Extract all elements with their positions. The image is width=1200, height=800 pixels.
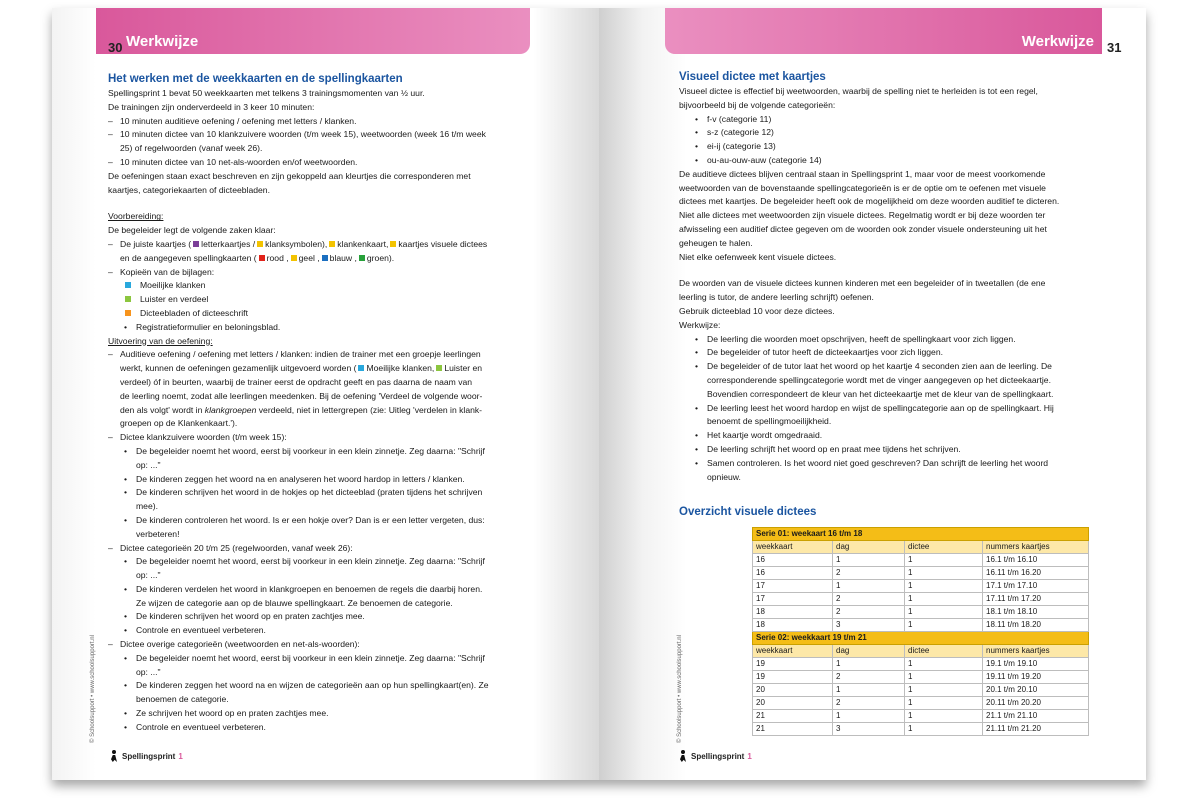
text-fragment: rood , (266, 252, 289, 263)
dash-item: – Dictee categorieën 20 t/m 25 (regelwoorden, vanaf week 26): (108, 542, 576, 556)
bullet-item: • Controle en eventueel verbeteren. (108, 624, 576, 638)
table-cell: 18 (753, 619, 833, 632)
bullet-item (108, 486, 576, 514)
text-fragment: opnieuw. (707, 471, 741, 482)
table-row (753, 580, 1089, 593)
dash-item: – Dictee overige categorieën (weetwoorden en net-als-woorden): (108, 638, 576, 652)
table-cell: 18.1 t/m 18.10 (983, 606, 1089, 619)
table-row (753, 567, 1089, 580)
table-cell: 1 (905, 684, 983, 697)
table-header-cell: dag (833, 541, 905, 554)
text-fragment: groen). (366, 252, 395, 263)
dash-item: – 10 minuten auditieve oefening / oefening met letters / klanken. (108, 115, 576, 129)
table-header-cell: weekkaart (753, 541, 833, 554)
left-footer-logo (110, 750, 183, 762)
logo-number: 1 (178, 751, 183, 761)
series-title: Serie 01: weekaart 16 t/m 18 (753, 528, 1089, 541)
table-cell: 2 (833, 567, 905, 580)
table-cell: 17 (753, 580, 833, 593)
left-banner-title: Werkwijze (126, 33, 199, 50)
text-fragment: den als volgt' wordt in (120, 404, 205, 415)
text-fragment: blauw , (329, 252, 357, 263)
yellow-square-icon (390, 241, 396, 247)
table-cell: 16.11 t/m 16.20 (983, 567, 1089, 580)
bullet-item (108, 679, 576, 707)
green-square-icon (436, 365, 442, 371)
right-side-credit: © Schoolsupport • www.schoolsupport.nl (677, 635, 683, 743)
table-cell: 1 (905, 554, 983, 567)
table-cell: 1 (905, 723, 983, 736)
bullet-item: • Het kaartje wordt omgedraaid. (679, 429, 1115, 443)
category-item: • s-z (categorie 12) (679, 126, 1115, 140)
text-line: dictees met kaartjes. De begeleider heeft ook de mogelijkheid om deze woorden auditief te dicteren. (679, 196, 1060, 207)
series-title-row (753, 632, 1089, 645)
bullet-item (108, 514, 576, 542)
text-line: Gebruik dicteeblad 10 voor deze dictees. (679, 305, 835, 316)
text-line: geheugen te halen. (679, 237, 753, 248)
table-cell: 21 (753, 723, 833, 736)
table-row (753, 723, 1089, 736)
dash-item (108, 128, 576, 156)
text-fragment: Bovendien correspondeert de kleur van het dicteekaartje met de kleur van de spellingkaart. (707, 388, 1054, 399)
table-cell: 1 (833, 580, 905, 593)
table-row (753, 684, 1089, 697)
text-fragment: Luister en verdeel (140, 294, 209, 305)
table-cell: 2 (833, 697, 905, 710)
table-header-row (753, 645, 1089, 658)
table-cell: 20.1 t/m 20.10 (983, 684, 1089, 697)
text-fragment: klankenkaart, (337, 238, 389, 249)
uitvoering-title: Uitvoering van de oefening: (108, 335, 213, 346)
text-line: weetwoorden van de bovenstaande spellingcategorieën is er de optie om te oefenen met visuele (679, 182, 1046, 193)
text-fragment: Samen controleren. Is het woord niet goed geschreven? Dan schrijft de leerling het woord (707, 457, 1049, 468)
dash-item: – 10 minuten dictee van 10 net-als-woorden en/of weetwoorden. (108, 156, 576, 170)
text-fragment: Ze wijzen de categorie aan op de blauwe spellingkaart. Ze benoemen de categorie. (136, 597, 453, 608)
table-cell: 16 (753, 567, 833, 580)
table-cell: 17 (753, 593, 833, 606)
table-cell: 1 (905, 697, 983, 710)
runner-logo-icon (110, 750, 119, 762)
category-item: • ou-au-ouw-auw (categorie 14) (679, 154, 1115, 168)
table-cell: 1 (833, 684, 905, 697)
table-cell: 2 (833, 593, 905, 606)
text-fragment: De juiste kaartjes ( (120, 238, 192, 249)
text-fragment: De begeleider noemt het woord, eerst bij voorkeur in een klein zinnetje. Zeg daarna: "Schrijf (136, 556, 485, 567)
text-line: bijvoorbeeld bij de volgende categorieën: (679, 99, 836, 110)
text-fragment: werkt, kunnen de oefeningen gezamenlijk uitgevoerd worden ( (120, 363, 357, 374)
category-item: • ei-ij (categorie 13) (679, 140, 1115, 154)
text-fragment: De leerling leest het woord hardop en wijst de spellingcategorie aan op de spellingkaart. Hij (707, 402, 1054, 413)
green-square-icon (359, 255, 365, 261)
left-page (52, 8, 599, 780)
text-fragment: verbeteren! (136, 528, 180, 539)
table-header-cell: nummers kaartjes (983, 645, 1089, 658)
table-cell: 21.11 t/m 21.20 (983, 723, 1089, 736)
bullet-item: • Ze schrijven het woord op en praten zachtjes mee. (108, 707, 576, 721)
voorbereiding-title: Voorbereiding: (108, 211, 164, 222)
text-fragment: letterkaartjes / (201, 238, 256, 249)
table-header-cell: weekkaart (753, 645, 833, 658)
bijlage-item (108, 307, 576, 321)
cyan-square-icon (358, 365, 364, 371)
text-line: De woorden van de visuele dictees kunnen kinderen met een begeleider of in tweetallen (de ene (679, 278, 1046, 289)
table-row (753, 606, 1089, 619)
text-fragment: corresponderende spellingcategorie wordt met de vinger aangegeven op het dicteekaartje. (707, 374, 1051, 385)
text-line: afwisseling een auditief dictee gegeven om de woorden ook zonder visuele ondersteuning uit het (679, 223, 1047, 234)
table-cell: 3 (833, 619, 905, 632)
text-fragment: Auditieve oefening / oefening met letters / klanken: indien de trainer met een groepje leerlingen (120, 349, 481, 360)
table-cell: 1 (905, 619, 983, 632)
category-item: • f-v (categorie 11) (679, 113, 1115, 127)
series-title: Serie 02: weekkaart 19 t/m 21 (753, 632, 1089, 645)
dash-item: – Kopieën van de bijlagen: (108, 266, 576, 280)
right-content (679, 70, 1115, 520)
table-cell: 17.11 t/m 17.20 (983, 593, 1089, 606)
text-fragment: De kinderen verdelen het woord in klankgroepen en benoemen de regels die daarbij horen. (136, 583, 483, 594)
right-footer-logo (679, 750, 752, 762)
table-header-row (753, 541, 1089, 554)
bullet-item: • De kinderen zeggen het woord na en analyseren het woord hardop in letters / klanken. (108, 473, 576, 487)
text-line: 25) of regelwoorden (vanaf week 26). (120, 143, 263, 154)
open-book (52, 8, 1146, 780)
text-line: kaartjes, categoriekaarten of dicteebladen. (108, 184, 270, 195)
table-cell: 20 (753, 684, 833, 697)
table-cell: 19.11 t/m 19.20 (983, 671, 1089, 684)
text-line: Spellingsprint 1 bevat 50 weekkaarten met telkens 3 trainingsmomenten van ½ uur. (108, 88, 425, 98)
logo-text: Spellingsprint (122, 751, 176, 761)
left-side-credit: © Schoolsupport • www.schoolsupport.nl (90, 635, 96, 743)
right-page (599, 8, 1146, 780)
bullet-item (679, 402, 1115, 430)
bijlage-item: • Registratieformulier en beloningsblad. (108, 321, 576, 335)
logo-text: Spellingsprint (691, 751, 745, 761)
table-row (753, 697, 1089, 710)
text-line: De auditieve dictees blijven centraal staan in Spellingsprint 1, maar voor de meest voorkomende (679, 168, 1046, 179)
table-cell: 1 (905, 658, 983, 671)
purple-square-icon (193, 241, 199, 247)
table-cell: 18.11 t/m 18.20 (983, 619, 1089, 632)
text-fragment: De begeleider noemt het woord, eerst bij voorkeur in een klein zinnetje. Zeg daarna: "Schrijf (136, 652, 485, 663)
yellow-square-icon (291, 255, 297, 261)
text-fragment: Dicteebladen of dicteeschrift (140, 307, 248, 318)
text-fragment: geel , (298, 252, 320, 263)
table-cell: 1 (905, 710, 983, 723)
yellow-square-icon (329, 241, 335, 247)
table-cell: 19 (753, 671, 833, 684)
bullet-item (108, 652, 576, 680)
text-fragment: op: ..." (136, 459, 161, 470)
table-cell: 1 (905, 606, 983, 619)
table-cell: 1 (905, 593, 983, 606)
table-cell: 1 (905, 671, 983, 684)
table-cell: 16 (753, 554, 833, 567)
text-fragment: op: ..." (136, 570, 161, 581)
runner-logo-icon (679, 750, 688, 762)
red-square-icon (259, 255, 265, 261)
right-banner (665, 8, 1102, 54)
bullet-item: • De kinderen schrijven het woord op en praten zachtjes mee. (108, 610, 576, 624)
table-cell: 2 (833, 671, 905, 684)
text-fragment: mee). (136, 501, 158, 512)
table-row (753, 658, 1089, 671)
right-page-number: 31 (1107, 40, 1122, 55)
text-fragment: kaartjes visuele dictees (398, 238, 488, 249)
table-cell: 16.1 t/m 16.10 (983, 554, 1089, 567)
bullet-item: • Controle en eventueel verbeteren. (108, 721, 576, 735)
table-row (753, 593, 1089, 606)
text-fragment: Luister en (444, 363, 483, 374)
text-line: Niet elke oefenweek kent visuele dictees. (679, 251, 837, 262)
table-cell: 2 (833, 606, 905, 619)
bullet-item (108, 583, 576, 611)
text-line: De oefeningen staan exact beschreven en zijn gekoppeld aan kleurtjes die corresponderen met (108, 170, 471, 181)
werkwijze-label: Werkwijze: (679, 319, 721, 330)
text-fragment: verdeel) óf in beurten, waarbij de trainer eerst de opdracht geeft en pas daarna de naam van (120, 376, 473, 387)
blue-square-icon (322, 255, 328, 261)
yellow-square-icon (257, 241, 263, 247)
text-fragment: De begeleider of de tutor laat het woord op het kaartje 4 seconden zien aan de leerling. De (707, 361, 1052, 372)
table-cell: 19.1 t/m 19.10 (983, 658, 1089, 671)
text-fragment: en de aangegeven spellingkaarten ( (120, 252, 257, 263)
table-cell: 17.1 t/m 17.10 (983, 580, 1089, 593)
table-header-cell: nummers kaartjes (983, 541, 1089, 554)
text-fragment: Moeilijke klanken (140, 280, 206, 291)
right-heading: Visueel dictee met kaartjes (679, 71, 826, 83)
table-row (753, 710, 1089, 723)
bullet-item: • De leerling die woorden moet opschrijven, heeft de spellingkaart voor zich liggen. (679, 333, 1115, 347)
overzicht-heading: Overzicht visuele dictees (679, 506, 817, 519)
series-title-row (753, 528, 1089, 541)
visual-dictation-table (752, 527, 1089, 736)
table-cell: 20 (753, 697, 833, 710)
bullet-item: • De begeleider of tutor heeft de dicteekaartjes voor zich liggen. (679, 346, 1115, 360)
cyan-square-icon (125, 282, 131, 288)
logo-number: 1 (747, 751, 752, 761)
text-fragment: klankgroepen (204, 404, 257, 415)
table-cell: 1 (905, 580, 983, 593)
text-fragment: groepen op de Klankenkaart.'). (120, 418, 238, 429)
table-header-cell: dictee (905, 645, 983, 658)
text-fragment: De kinderen controleren het woord. Is er een hokje over? Dan is er een letter vergeten, dus: (136, 514, 485, 525)
bullet-item (679, 360, 1115, 401)
table-cell: 20.11 t/m 20.20 (983, 697, 1089, 710)
table-row (753, 619, 1089, 632)
table-cell: 1 (833, 710, 905, 723)
text-fragment: benoemt de spellingmoeilijkheid. (707, 416, 832, 427)
left-page-number: 30 (108, 40, 123, 55)
table-cell: 19 (753, 658, 833, 671)
table-cell: 21.1 t/m 21.10 (983, 710, 1089, 723)
text-line: Niet alle dictees met weetwoorden zijn visuele dictees. Regelmatig wordt er bij deze woorden ter (679, 210, 1046, 221)
right-banner-title: Werkwijze (1021, 33, 1094, 50)
text-fragment: de leerling noemt, zodat alle leerlingen meedenken. Bij de oefening 'Verdeel de volgende woor- (120, 390, 483, 401)
text-line: De trainingen zijn onderverdeeld in 3 keer 10 minuten: (108, 101, 315, 112)
bijlage-item (108, 293, 576, 307)
left-content (108, 72, 576, 735)
dash-item (108, 238, 576, 266)
text-fragment: verdeeld, niet in lettergrepen (zie: Uitleg 'verdelen in klank- (256, 404, 483, 415)
table-cell: 18 (753, 606, 833, 619)
table-header-cell: dictee (905, 541, 983, 554)
table-cell: 1 (833, 554, 905, 567)
table-cell: 1 (833, 658, 905, 671)
bullet-item: • De leerling schrijft het woord op en praat mee tijdens het schrijven. (679, 443, 1115, 457)
dash-item (108, 348, 576, 431)
orange-square-icon (125, 310, 131, 316)
table-cell: 21 (753, 710, 833, 723)
text-fragment: klanksymbolen), (265, 238, 328, 249)
left-banner (96, 8, 530, 54)
text-fragment: De kinderen zeggen het woord na en wijzen de categorieën aan op hun spellingkaart(en). Ze (136, 680, 489, 691)
text-line: 10 minuten dictee van 10 klankzuivere woorden (t/m week 15), weetwoorden (week 16 t/m week (120, 129, 486, 140)
dash-item: – Dictee klankzuivere woorden (t/m week 15): (108, 431, 576, 445)
text-line: Visueel dictee is effectief bij weetwoorden, waarbij de spelling niet te herleiden is tot een regel, (679, 86, 1038, 96)
bullet-item (108, 555, 576, 583)
text-fragment: op: ..." (136, 666, 161, 677)
table-row (753, 554, 1089, 567)
text-fragment: Moeilijke klanken, (366, 363, 435, 374)
text-line: De begeleider legt de volgende zaken klaar: (108, 225, 276, 236)
green-square-icon (125, 296, 131, 302)
table-header-cell: dag (833, 645, 905, 658)
left-heading: Het werken met de weekkaarten en de spellingkaarten (108, 73, 403, 85)
table-cell: 3 (833, 723, 905, 736)
bullet-item (679, 457, 1115, 485)
table-row (753, 671, 1089, 684)
text-fragment: De kinderen schrijven het woord in de hokjes op het dicteeblad (praten tijdens het schrijven (136, 487, 483, 498)
text-line: leerling is tutor, de andere leerling schrijft) oefenen. (679, 292, 874, 303)
bijlage-item (108, 279, 576, 293)
text-fragment: benoemen de categorie. (136, 694, 229, 705)
table-cell: 1 (905, 567, 983, 580)
text-fragment: De begeleider noemt het woord, eerst bij voorkeur in een klein zinnetje. Zeg daarna: "Schrijf (136, 445, 485, 456)
bullet-item (108, 445, 576, 473)
